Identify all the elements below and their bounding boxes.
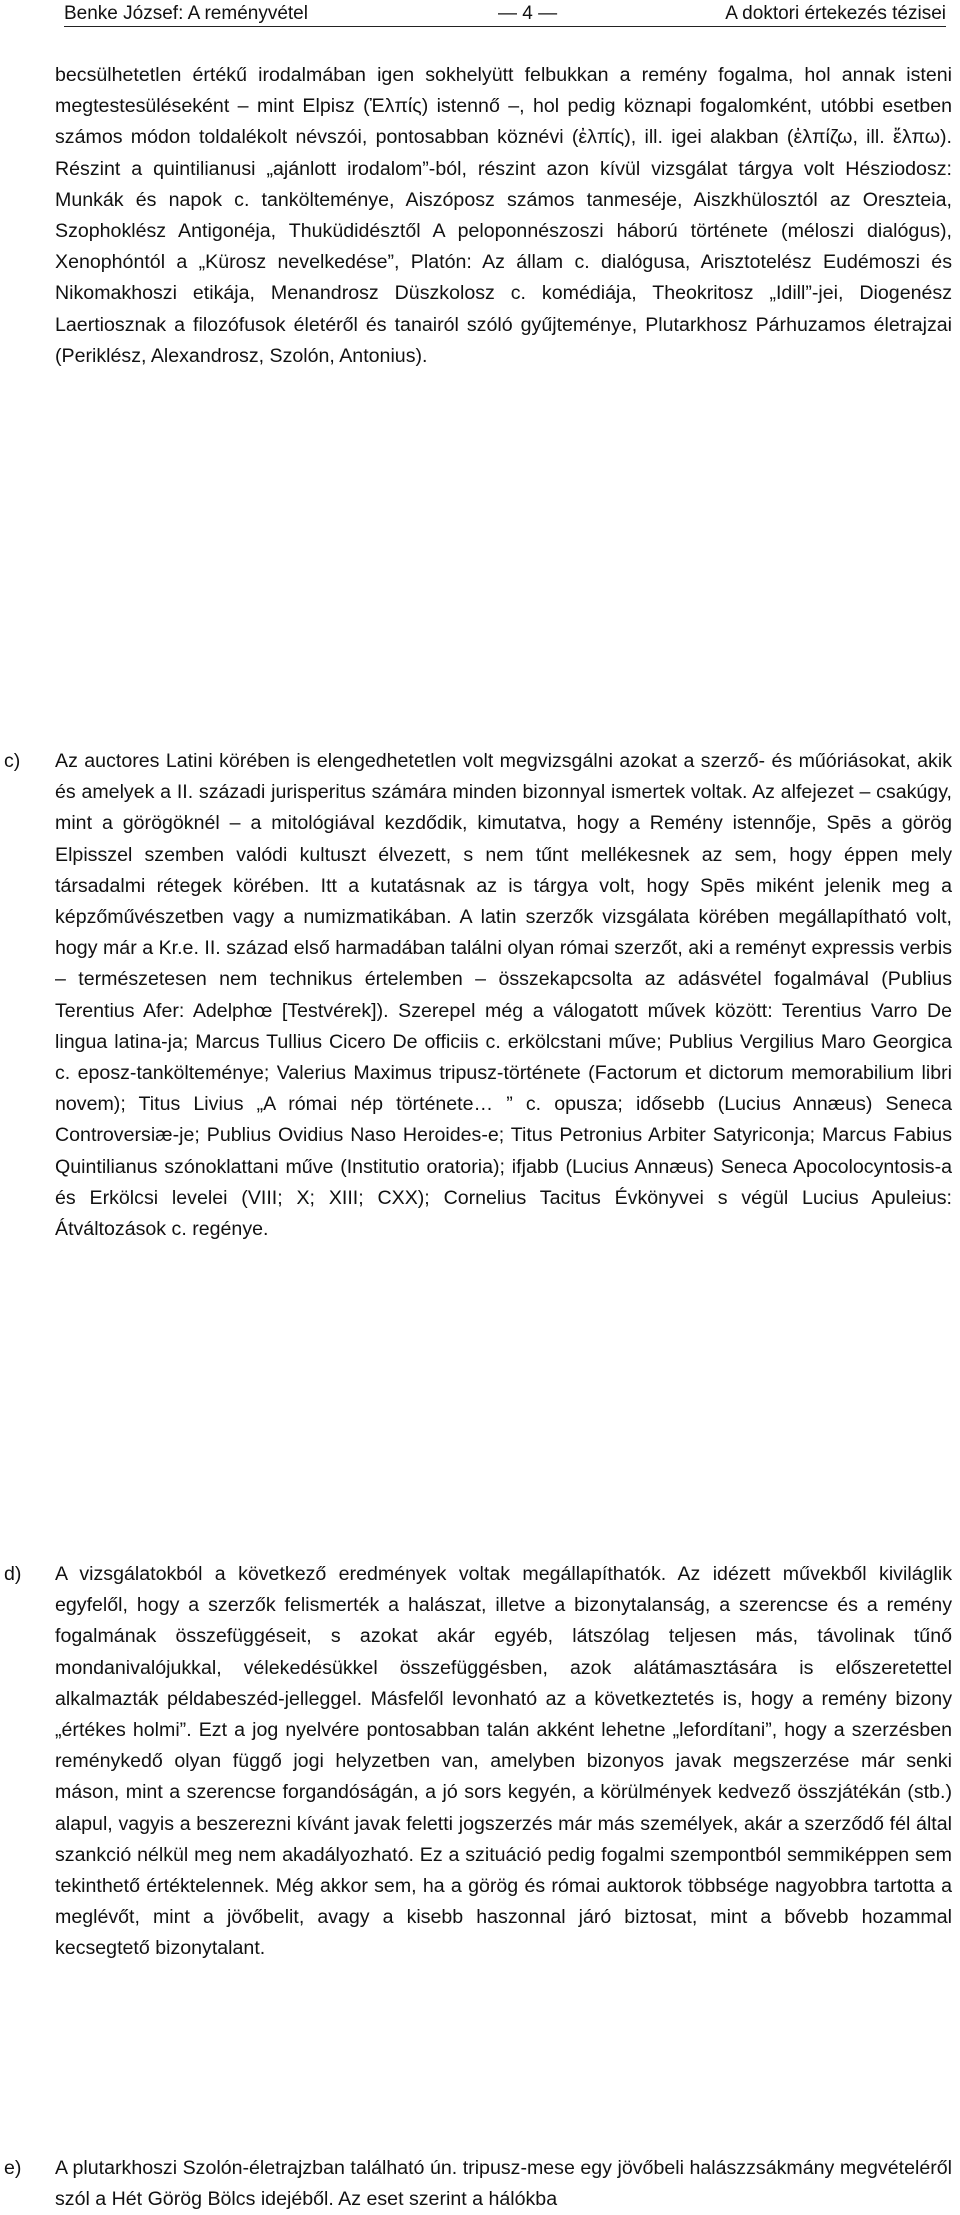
header-author-title: Benke József: A reményvétel [64,3,308,24]
header-document-title: A doktori értekezés tézisei [725,3,946,24]
page-header [64,2,946,27]
paragraph-text: Az auctores Latini körében is elengedhetetlen volt megvizsgálni azokat a szerző- és műóriásokat, akik és amelyek a II. századi jurisperitus számára minden bizonnyal ismertek voltak. Az alfejezet – csakúgy, mint a görögöknél – a mitológiával kezdődik, kimutatva, hogy a Remény istennője, Spēs a görög Elpisszel szemben valódi kultuszt élvezett, s nem tűnt mellékesnek az sem, hogy éppen mely társadalmi rétegek körében. Itt a kutatásnak az is tárgya volt, hogy Spēs miként jelenik meg a képzőművészetben vagy a numizmatikában. A latin szerzők vizsgálata körében megállapítható volt, hogy már a Kr.e. II. század első harmadában találni olyan római szerzőt, aki a reményt expressis verbis – természetesen nem technikus értelemben – összekapcsolta az adásvétel fogalmával (Publius Terentius Afer: Adelphœ [Testvérek]). Szerepel még a válogatott művek között: Terentius Varro De lingua latina-ja; Marcus Tullius Cicero De officiis c. erkölcstani műve; Publius Vergilius Maro Georgica c. eposz-tankölteménye; Valerius Maximus tripusz-története (Factorum et dictorum memorabilium libri novem); Titus Livius „A római nép története… ” c. opusza; idősebb (Lucius Annæus) Seneca Controversiæ-je; Publius Ovidius Naso Heroides-e; Titus Petronius Arbiter Satyriconja; Marcus Fabius Quintilianus szónoklattani műve (Institutio oratoria); ifjabb (Lucius Annæus) Seneca Apocolocyntosis-a és Erkölcsi levelei (VIII; X; XIII; CXX); Cornelius Tacitus Évkönyvei s végül Lucius Apuleius: Átváltozások c. regénye. [55,750,952,1241]
paragraph-text: becsülhetetlen értékű irodalmában igen sokhelyütt felbukkan a remény fogalma, hol annak isteni megtestesüléseként – mint Elpisz (Ἐλπίς) istennő –, hol pedig köznapi fogalomként, utóbbi esetben számos módon toldalékolt névszói, pontosabban köznévi (ἐλπίς), ill. igei alakban (ἐλπίζω, ill. ἔλπω). Részint a quintilianusi „ajánlott irodalom”-ból, részint azon kívül vizsgálat tárgya volt Hésziodosz: Munkák és napok c. tankölteménye, Aiszóposz számos tanmeséje, Aiszkhülosztól az Oreszteia, Szophoklész Antigonéja, Thuküdidésztől A peloponnészoszi háború története (méloszi dialógus), Xenophóntól a „Kürosz nevelkedése”, Platón: Az állam c. dialógusa, Arisztotelész Eudémoszi és Nikomakhoszi etikája, Menandrosz Düszkolosz c. komédiája, Theokritosz „Idill”-jei, Diogenész Laertiosznak a filozófusok életéről és tanairól szóló gyűjteménye, Plutarkhosz Párhuzamos életrajzai (Periklész, Alexandrosz, Szolón, Antonius). [55,64,952,367]
paragraph-e [0,2153,960,2215]
list-marker-e: e) [4,2157,22,2179]
header-page-number: — 4 — [498,3,558,24]
list-marker-d: d) [4,1563,22,1585]
paragraph-c [0,746,960,1559]
paragraph-text: A vizsgálatokból a következő eredmények voltak megállapíthatók. Az idézett művekből kiviláglik egyfelől, hogy a szerzők felismerték a halászat, illetve a bizonytalanság, a szerencse és a remény fogalmának összefüggéseit, s azokat akár egyéb, látszólag teljesen más, távolinak tűnő mondanivalójukkal, vélekedésükkel összefüggésben, azok alátámasztására is előszeretettel alkalmazták példabeszéd-jelleggel. Másfelől levonható az a következtetés is, hogy a remény bizony „értékes holmi”. Ezt a jog nyelvére pontosabban talán akként lehetne „lefordítani”, hogy a szerzésben reménykedő olyan függő jogi helyzetben van, amelyben bizonyos javak megszerzése már senki máson, mint a szerencse forgandóságán, a jó sors kegyén, a körülmények kedvező összjátékán (stb.) alapul, vagyis a beszerezni kívánt javak feletti jogszerzés már más személyek, akár a szerződő fél által szankció nélkül meg nem akadályozható. Ez a szituáció pedig fogalmi szempontból semmiképpen sem tekinthető értéktelennek. Még akkor sem, ha a görög és római auktorok többsége nagyobbra tartotta a meglévőt, mint a jövőbelit, avagy a kisebb haszonnal járó biztosat, mint a bővebb hozammal kecsegtető bizonytalant. [55,1563,952,1960]
list-marker-c: c) [4,750,21,772]
paragraph-continuation [0,60,960,746]
paragraph-d [0,1559,960,2153]
paragraph-text: A plutarkhoszi Szolón-életrajzban található ún. tripusz-mese egy jövőbeli halászzsákmány megvételéről szól a Hét Görög Bölcs idejéből. Az eset szerint a hálókba [55,2157,952,2211]
body-text [0,60,960,2215]
